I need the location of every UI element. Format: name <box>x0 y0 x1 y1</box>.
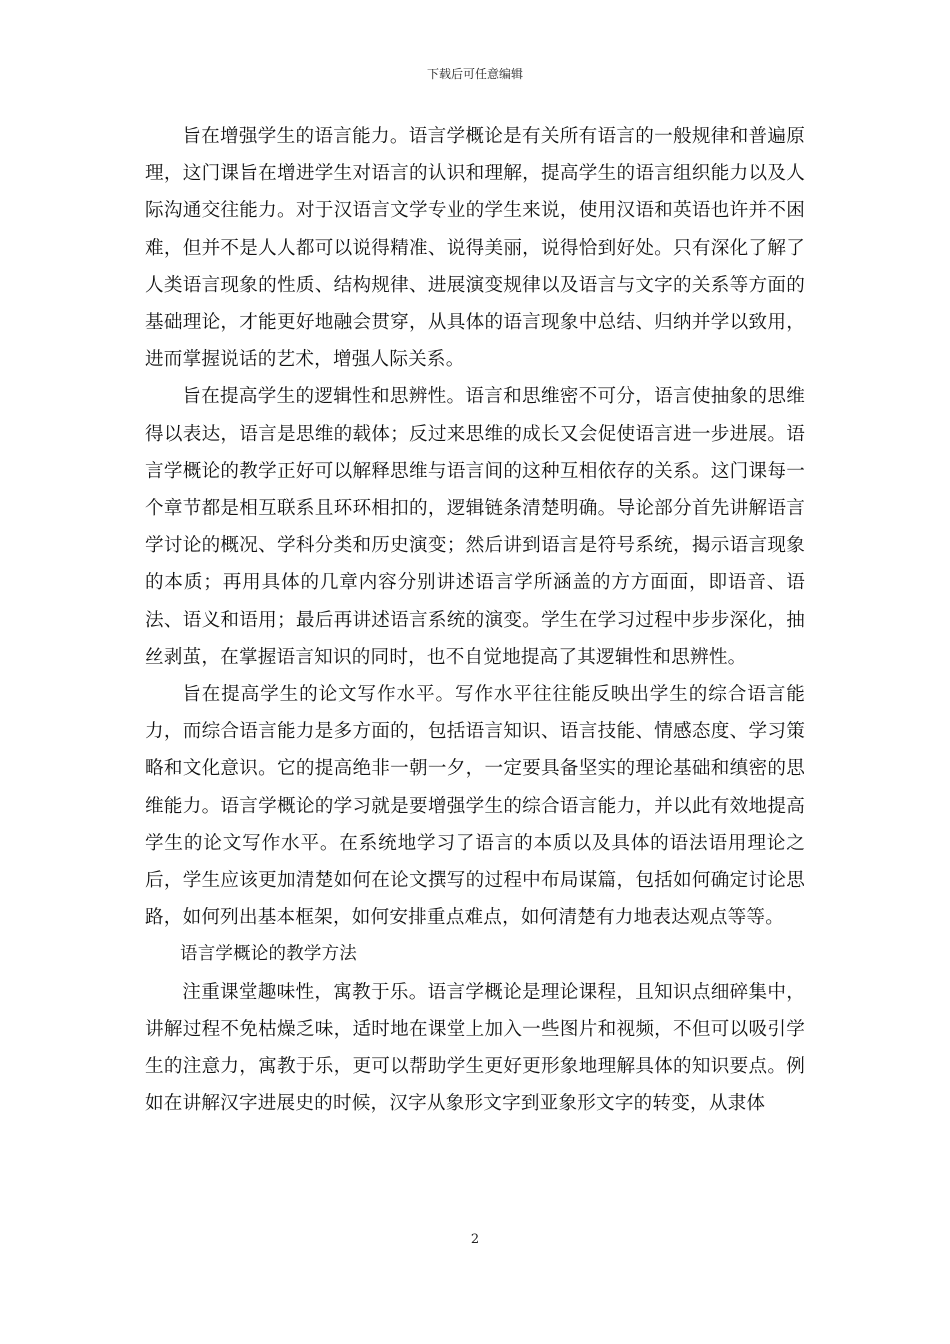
paragraph-classroom-interest: 注重课堂趣味性，寓教于乐。语言学概论是理论课程，且知识点细碎集中，讲解过程不免枯燥乏味，适时地在课堂上加入一些图片和视频，不但可以吸引学生的注意力，寓教于乐，更可以帮助学生更好更形象地理解具体的知识要点。例如在讲解汉字进展史的时候，汉字从象形文字到亚象形文字的转变，从隶体 <box>145 981 805 1115</box>
page-header: 下载后可任意编辑 <box>426 67 523 81</box>
document-body <box>145 118 805 1122</box>
paragraph-language-ability: 旨在增强学生的语言能力。语言学概论是有关所有语言的一般规律和普遍原理，这门课旨在增进学生对语言的认识和理解，提高学生的语言组织能力以及人际沟通交往能力。对于汉语言文学专业的学生来说，使用汉语和英语也许并不困难，但并不是人人都可以说得精准、说得美丽，说得恰到好处。只有深化了解了人类语言现象的性质、结构规律、进展演变规律以及语言与文字的关系等方面的基础理论，才能更好地融会贯穿，从具体的语言现象中总结、归纳并学以致用，进而掌握说话的艺术，增强人际关系。 <box>145 126 805 371</box>
page-number: 2 <box>470 1232 480 1247</box>
paragraph-logic-thinking: 旨在提高学生的逻辑性和思辨性。语言和思维密不可分，语言使抽象的思维得以表达，语言是思维的载体；反过来思维的成长又会促使语言进一步进展。语言学概论的教学正好可以解释思维与语言间的这种互相依存的关系。这门课每一个章节都是相互联系且环环相扣的，逻辑链条清楚明确。导论部分首先讲解语言学讨论的概况、学科分类和历史演变；然后讲到语言是符号系统，揭示语言现象的本质；再用具体的几章内容分别讲述语言学所涵盖的方方面面，即语音、语法、语义和语用；最后再讲述语言系统的演变。学生在学习过程中步步深化，抽丝剥茧，在掌握语言知识的同时，也不自觉地提高了其逻辑性和思辨性。 <box>145 386 805 668</box>
paragraph-writing-level: 旨在提高学生的论文写作水平。写作水平往往能反映出学生的综合语言能力，而综合语言能力是多方面的，包括语言知识、语言技能、情感态度、学习策略和文化意识。它的提高绝非一朝一夕，一定要具备坚实的理论基础和缜密的思维能力。语言学概论的学习就是要增强学生的综合语言能力，并以此有效地提高学生的论文写作水平。在系统地学习了语言的本质以及具体的语法语用理论之后，学生应该更加清楚如何在论文撰写的过程中布局谋篇，包括如何确定讨论思路，如何列出基本框架，如何安排重点难点，如何清楚有力地表达观点等等。 <box>145 684 805 929</box>
section-heading-teaching-methods: 语言学概论的教学方法 <box>180 944 357 965</box>
